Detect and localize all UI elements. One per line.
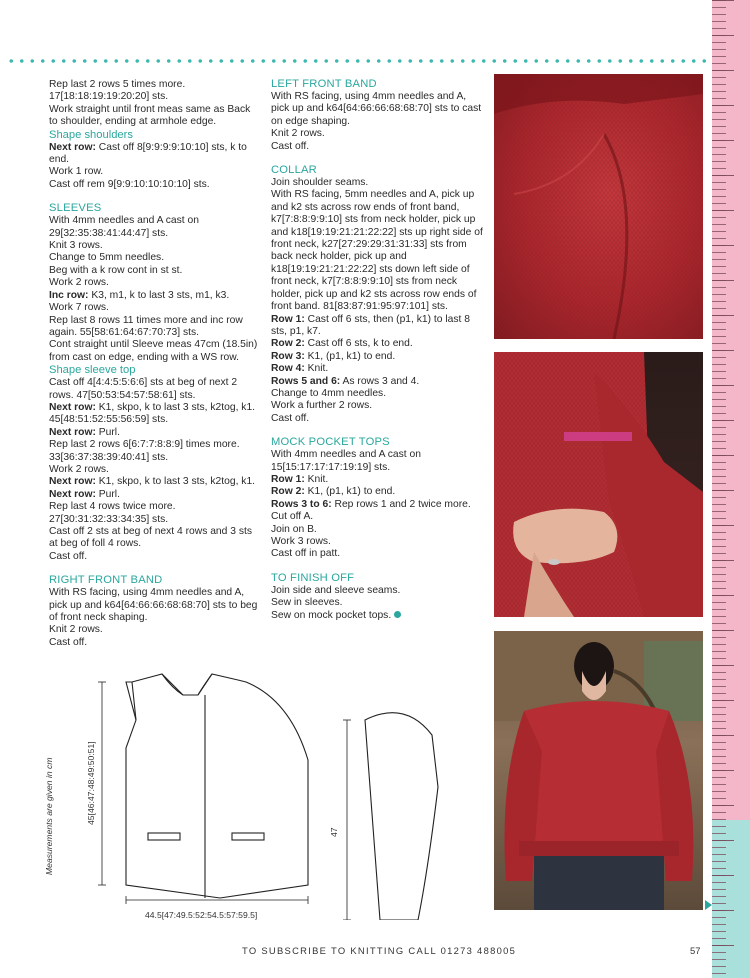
text-line: Cut off A.	[271, 511, 314, 523]
text-line: Cast off.	[271, 412, 310, 424]
instruction-row: Next row: K1, skpo, k to last 3 sts, k2tog, k1. 45[48:51:52:55:56:59] sts.	[49, 401, 256, 426]
instruction-row: Row 4: Knit.	[271, 363, 329, 375]
instruction-row: Inc row: K3, m1, k to last 3 sts, m1, k3.	[49, 289, 230, 301]
photo-shoulder-closeup	[494, 74, 703, 339]
text-line: Sew in sleeves.	[271, 597, 343, 609]
text-line: Rep last 2 rows 6[6:7:7:8:8:9] times more. 33[36:37:38:39:40:41] sts.	[49, 439, 240, 463]
text-line: With RS facing, using 4mm needles and A, pick up and k64[64:66:66:68:68:70] sts to beg of front neck shaping.	[49, 587, 258, 624]
text-line: Rep last 2 rows 5 times more.	[49, 79, 186, 90]
text-line: Rep last 4 rows twice more. 27[30:31:32:33:34:35] sts.	[49, 501, 176, 525]
text-line: Knit 2 rows.	[49, 624, 103, 636]
instruction-row: Row 2: K1, (p1, k1) to end.	[271, 486, 396, 498]
page-number: 57	[690, 945, 701, 956]
heading-to-finish-off: TO FINISH OFF	[271, 571, 355, 584]
photo-model-back-view	[494, 631, 703, 910]
text-line: Cast off.	[271, 140, 310, 152]
text-line: Work 1 row.	[49, 166, 104, 178]
text-line: Work straight until front meas same as Back to shoulder, ending at armhole edge.	[49, 103, 251, 128]
sleeve-length-label: 47	[329, 827, 339, 837]
heading-sleeves: SLEEVES	[49, 202, 102, 215]
instruction-row: Rows 5 and 6: As rows 3 and 4.	[271, 375, 420, 387]
text-line: Cast off.	[49, 550, 88, 562]
ruler-strip	[712, 0, 750, 978]
end-mark-icon	[394, 611, 401, 618]
text-line: Work 2 rows.	[49, 277, 109, 289]
text-line: Change to 4mm needles.	[271, 387, 387, 399]
text-line: Beg with a k row cont in st st.	[49, 264, 183, 276]
heading-left-front-band: LEFT FRONT BAND	[271, 78, 377, 90]
text-line: Work a further 2 rows.	[271, 400, 373, 412]
text-line: Cast off rem 9[9:9:10:10:10:10] sts.	[49, 178, 210, 190]
text-line: With 4mm needles and A cast on 29[32:35:38:41:44:47] sts.	[49, 215, 199, 239]
text-line: Join on B.	[271, 523, 317, 535]
text-line: Work 7 rows.	[49, 302, 109, 314]
heading-collar: COLLAR	[271, 164, 317, 177]
text-line: Sew on mock pocket tops.	[271, 610, 486, 622]
pattern-column-middle	[271, 78, 486, 622]
text-line: Knit 2 rows.	[271, 128, 325, 140]
instruction-row: Row 1: Cast off 6 sts, then (p1, k1) to last 8 sts, p1, k7.	[271, 313, 470, 337]
text-line: Cast off in patt.	[271, 548, 341, 560]
instruction-row: Rows 3 to 6: Rep rows 1 and 2 twice more.	[271, 498, 471, 510]
text-line: With RS facing, using 4mm needles and A, pick up and k64[64:66:66:68:68:70] sts to cast on edge shaping.	[271, 91, 482, 127]
photo-pocket-closeup	[494, 352, 703, 617]
subheading-shape-sleeve-top: Shape sleeve top	[49, 364, 136, 377]
instruction-row: Row 3: K1, (p1, k1) to end.	[271, 350, 396, 362]
text-line: With RS facing, 5mm needles and A, pick up and k2 sts across row ends of front band, k7[7:8:8:9:9:10] sts from neck holder, pick up and k18[19:19:21:21:22:22] sts up right side of front neck, k27[27:29:29:31:31:33] sts from back neck holder, pick up and k18[19:19:21:21:22:22] sts down left side of front neck, k7[7:8:8:9:9:10] sts from neck holder, pick up and k2 sts across row ends of front band. 81[83:87:91:95:97:101] sts.	[271, 189, 483, 313]
pointer-arrow-icon	[705, 900, 712, 910]
heading-mock-pocket-tops: MOCK POCKET TOPS	[271, 436, 390, 449]
text-line: Cast off 4[4:4:5:5:6:6] sts at beg of next 2 rows. 47[50:53:54:57:58:61] sts.	[49, 377, 238, 401]
instruction-row: Row 2: Cast off 6 sts, k to end.	[271, 338, 413, 350]
body-length-label: 45[46:47:48:49:50:51]	[86, 741, 96, 825]
text-line: Knit 3 rows.	[49, 240, 103, 252]
text-line: 17[18:18:19:19:20:20] sts.	[49, 91, 169, 103]
text-line: Work 3 rows.	[271, 536, 331, 547]
text-line: Cont straight until Sleeve meas 47cm (18.5in) from cast on edge, ending with a WS row.	[49, 339, 258, 363]
instruction-row: Next row: K1, skpo, k to last 3 sts, k2tog, k1.	[49, 476, 256, 488]
text-line: Join side and sleeve seams.	[271, 584, 401, 596]
dotted-divider	[6, 58, 706, 64]
subheading-shape-shoulders: Shape shoulders	[49, 128, 133, 141]
instruction-row: Next row: Cast off 8[9:9:9:9:10:10] sts, k to end.	[49, 141, 247, 166]
sleeve-outline	[365, 713, 438, 920]
body-width-label: 44.5[47:49.5:52:54.5:57:59.5]	[145, 910, 258, 920]
text-line: Cast off.	[49, 636, 88, 648]
heading-right-front-band: RIGHT FRONT BAND	[49, 574, 163, 587]
text-line: Work 2 rows.	[49, 463, 109, 475]
pattern-column-left	[49, 79, 261, 649]
text-line: Change to 5mm needles.	[49, 252, 165, 264]
text-line: With 4mm needles and A cast on 15[15:17:17:17:19:19] sts.	[271, 449, 421, 473]
instruction-row: Next row: Purl.	[49, 488, 120, 500]
text-line: Cast off 2 sts at beg of next 4 rows and 3 sts at beg of foll 4 rows.	[49, 526, 252, 550]
text-line: Rep last 8 rows 11 times more and inc row again. 55[58:61:64:67:70:73] sts.	[49, 314, 243, 338]
text-line: Join shoulder seams.	[271, 177, 369, 189]
schematic-diagram	[40, 660, 490, 920]
instruction-row: Next row: Purl.	[49, 426, 120, 438]
instruction-row: Row 1: Knit.	[271, 473, 329, 485]
body-outline	[126, 674, 308, 898]
subscribe-footer: TO SUBSCRIBE TO KNITTING CALL 01273 488005	[242, 945, 517, 956]
measurement-note: Measurements are given in cm	[44, 757, 54, 875]
